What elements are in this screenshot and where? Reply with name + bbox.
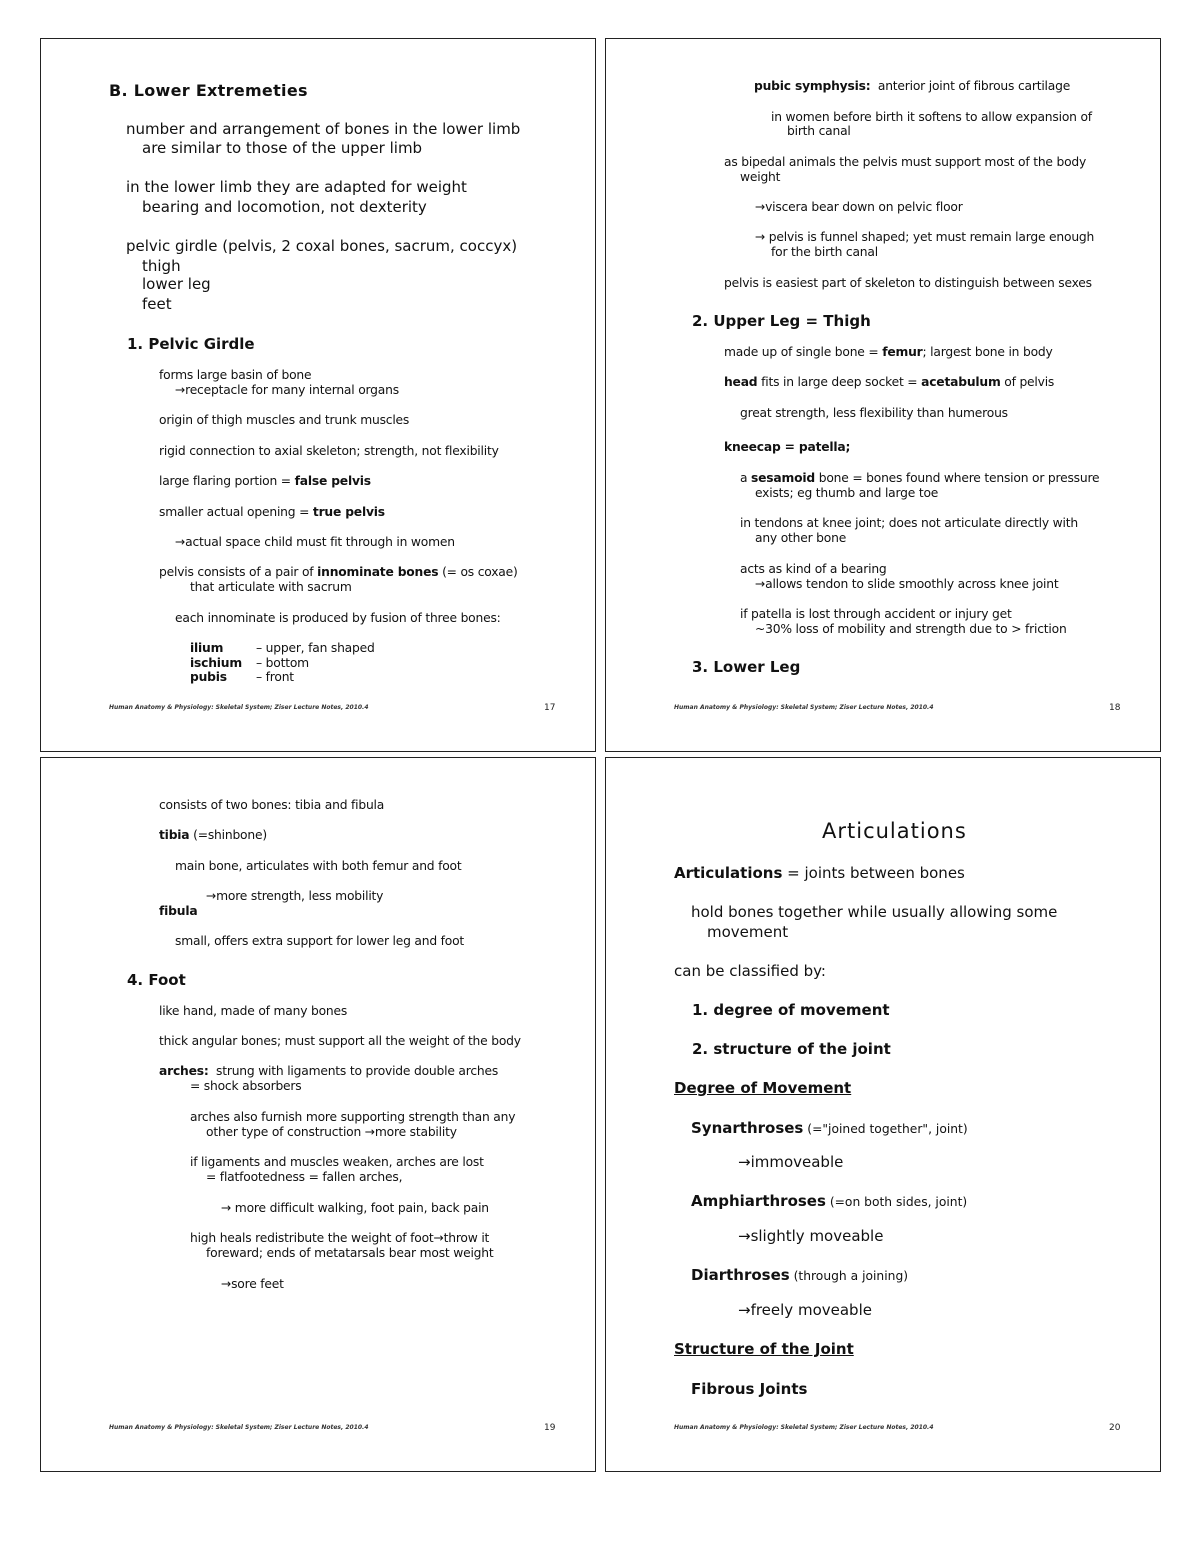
text-line: Amphiarthroses (=on both sides, joint)	[691, 1192, 968, 1210]
text-line: like hand, made of many bones	[159, 1004, 348, 1018]
text-line: pubic symphysis: anterior joint of fibrous cartilage	[754, 79, 1071, 93]
text-line: →viscera bear down on pelvic floor	[755, 200, 963, 214]
text-line: number and arrangement of bones in the lower limb	[126, 120, 521, 138]
text-line: = shock absorbers	[190, 1079, 302, 1093]
subheading-lower-leg: 3. Lower Leg	[692, 658, 801, 676]
text-line: fibula	[159, 904, 198, 918]
text-line: acts as kind of a bearing	[740, 562, 887, 576]
text-line: lower leg	[142, 275, 211, 293]
slide-page-20	[605, 757, 1161, 1472]
text-line: great strength, less flexibility than humerous	[740, 406, 1008, 420]
text-line: are similar to those of the upper limb	[142, 139, 423, 157]
subheading-upper-leg: 2. Upper Leg = Thigh	[692, 312, 871, 330]
text-line: pelvis consists of a pair of innominate bones (= os coxae)	[159, 565, 518, 579]
text-line: bearing and locomotion, not dexterity	[142, 198, 427, 216]
section-heading-structure-of-joint: Structure of the Joint	[674, 1340, 854, 1358]
text-line: foreward; ends of metatarsals bear most weight	[206, 1246, 494, 1260]
text-line: rigid connection to axial skeleton; strength, not flexibility	[159, 444, 499, 458]
text-line: →allows tendon to slide smoothly across knee joint	[755, 577, 1059, 591]
section-heading-lower-extremeties: B. Lower Extremeties	[109, 81, 308, 100]
text-line: in women before birth it softens to allow expansion of	[771, 110, 1092, 124]
slide-footer: Human Anatomy & Physiology: Skeletal System; Ziser Lecture Notes, 2010.4	[109, 704, 369, 711]
slide-footer: Human Anatomy & Physiology: Skeletal System; Ziser Lecture Notes, 2010.4	[109, 1424, 369, 1431]
bone-desc: – bottom	[256, 656, 309, 670]
text-line: ~30% loss of mobility and strength due to > friction	[755, 622, 1067, 636]
page-number: 18	[1109, 703, 1121, 713]
text-line: →actual space child must fit through in women	[175, 535, 455, 549]
bone-name: pubis	[190, 670, 227, 684]
text-line: Synarthroses (="joined together", joint)	[691, 1119, 968, 1137]
text-line: → pelvis is funnel shaped; yet must remain large enough	[755, 230, 1095, 244]
numbered-item: 1. degree of movement	[692, 1001, 890, 1019]
text-line: any other bone	[755, 531, 847, 545]
text-line: kneecap = patella;	[724, 440, 851, 454]
page-number: 17	[544, 703, 556, 713]
bone-name: ischium	[190, 656, 242, 670]
text-line: large flaring portion = false pelvis	[159, 474, 371, 488]
text-line: high heals redistribute the weight of foot→throw it	[190, 1231, 490, 1245]
text-line: birth canal	[787, 124, 851, 138]
numbered-item: 2. structure of the joint	[692, 1040, 891, 1058]
text-line: origin of thigh muscles and trunk muscles	[159, 413, 410, 427]
text-line: thigh	[142, 257, 181, 275]
text-line: exists; eg thumb and large toe	[755, 486, 939, 500]
subheading-pelvic-girdle: 1. Pelvic Girdle	[127, 335, 255, 353]
text-line: = flatfootedness = fallen arches,	[206, 1170, 403, 1184]
slide-title: Articulations	[822, 819, 967, 843]
text-line: pelvis is easiest part of skeleton to distinguish between sexes	[724, 276, 1092, 290]
text-line: in the lower limb they are adapted for weight	[126, 178, 467, 196]
text-line: tibia (=shinbone)	[159, 828, 267, 842]
text-line: weight	[740, 170, 781, 184]
text-line: Diarthroses (through a joining)	[691, 1266, 909, 1284]
slide-page-19	[40, 757, 596, 1472]
text-line: hold bones together while usually allowing some	[691, 903, 1058, 921]
text-line: feet	[142, 295, 172, 313]
bone-desc: – upper, fan shaped	[256, 641, 375, 655]
text-line: each innominate is produced by fusion of three bones:	[175, 611, 501, 625]
text-line: Articulations = joints between bones	[674, 864, 965, 882]
text-line: head fits in large deep socket = acetabulum of pelvis	[724, 375, 1055, 389]
text-line: arches: strung with ligaments to provide double arches	[159, 1064, 499, 1078]
text-line: as bipedal animals the pelvis must support most of the body	[724, 155, 1087, 169]
text-line: →slightly moveable	[738, 1227, 884, 1245]
text-line: can be classified by:	[674, 962, 826, 980]
text-line: for the birth canal	[771, 245, 878, 259]
text-line: in tendons at knee joint; does not articulate directly with	[740, 516, 1078, 530]
page-number: 19	[544, 1423, 556, 1433]
text-line: if ligaments and muscles weaken, arches are lost	[190, 1155, 484, 1169]
text-line: →receptacle for many internal organs	[175, 383, 399, 397]
text-line: →freely moveable	[738, 1301, 872, 1319]
text-line: a sesamoid bone = bones found where tension or pressure	[740, 471, 1100, 485]
text-line: thick angular bones; must support all the weight of the body	[159, 1034, 521, 1048]
text-line: → more difficult walking, foot pain, back pain	[221, 1201, 489, 1215]
page-number: 20	[1109, 1423, 1121, 1433]
text-line: arches also furnish more supporting strength than any	[190, 1110, 516, 1124]
text-line: pelvic girdle (pelvis, 2 coxal bones, sacrum, coccyx)	[126, 237, 518, 255]
subheading-foot: 4. Foot	[127, 971, 186, 989]
slide-footer: Human Anatomy & Physiology: Skeletal System; Ziser Lecture Notes, 2010.4	[674, 704, 934, 711]
text-line: smaller actual opening = true pelvis	[159, 505, 385, 519]
bone-desc: – front	[256, 670, 294, 684]
section-heading-degree-of-movement: Degree of Movement	[674, 1079, 852, 1097]
text-line: Fibrous Joints	[691, 1380, 808, 1398]
text-line: consists of two bones: tibia and fibula	[159, 798, 385, 812]
text-line: →sore feet	[221, 1277, 284, 1291]
text-line: →immoveable	[738, 1153, 844, 1171]
bone-name: ilium	[190, 641, 224, 655]
text-line: made up of single bone = femur; largest bone in body	[724, 345, 1053, 359]
slide-page-18	[605, 38, 1161, 752]
text-line: movement	[707, 923, 789, 941]
text-line: →more strength, less mobility	[206, 889, 384, 903]
text-line: main bone, articulates with both femur and foot	[175, 859, 462, 873]
text-line: that articulate with sacrum	[190, 580, 352, 594]
text-line: other type of construction →more stability	[206, 1125, 457, 1139]
slide-footer: Human Anatomy & Physiology: Skeletal System; Ziser Lecture Notes, 2010.4	[674, 1424, 934, 1431]
slide-page-17	[40, 38, 596, 752]
text-line: small, offers extra support for lower leg and foot	[175, 934, 465, 948]
text-line: if patella is lost through accident or injury get	[740, 607, 1012, 621]
text-line: forms large basin of bone	[159, 368, 312, 382]
